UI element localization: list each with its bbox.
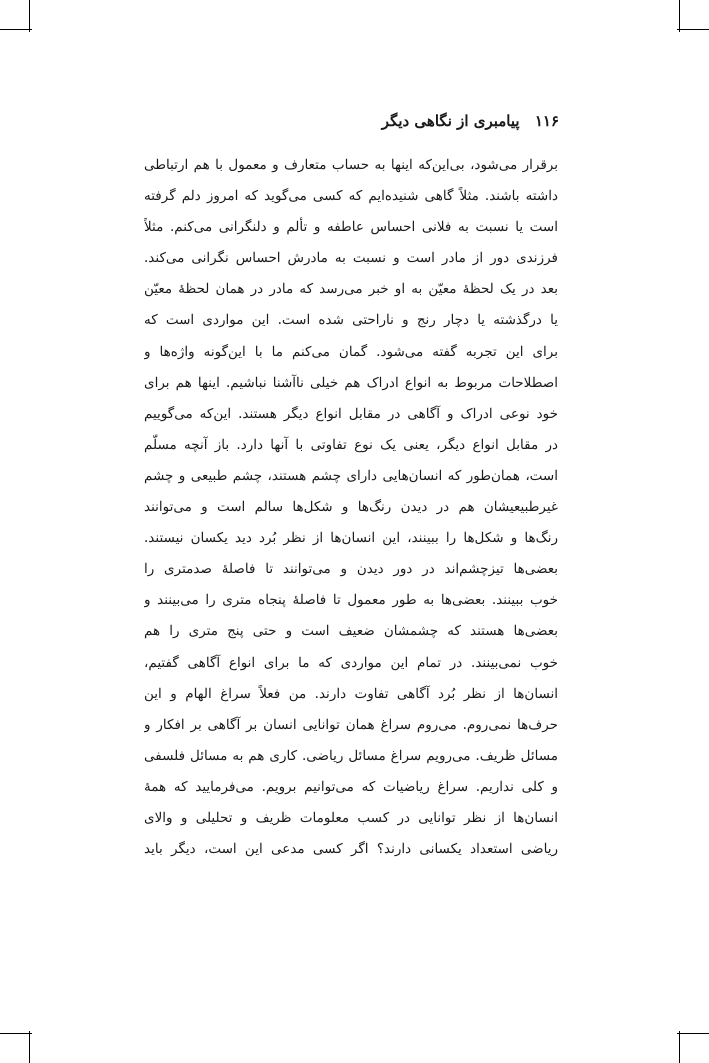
crop-mark-bottom-right-vertical [679, 1031, 680, 1063]
crop-mark-bottom-left-vertical [29, 1031, 30, 1063]
text-line: است یا نسبت به فلانی احساس عاطفه و تألم و دلنگرانی می‌کنم. مثلاً [144, 219, 558, 236]
crop-mark-top-left-horizontal [0, 29, 32, 30]
text-line: برقرار می‌شود، بی‌این‌که اینها به حساب متعارف و معمول با هم ارتباطی [144, 157, 558, 173]
text-line: یا درگذشته یا دچار رنج و ناراحتی شده است. این مواردی است که [144, 312, 558, 329]
text-line: ریاضی استعداد یکسانی دارند؟ اگر کسی مدعی این است، دیگر باید [144, 841, 558, 858]
crop-mark-top-left-vertical [29, 0, 30, 32]
text-line: رنگ‌ها و شکل‌ها را ببینند، این انسان‌ها از نظر بُرد دید یکسان نیستند. [144, 530, 558, 547]
text-line: بعضی‌ها هستند که چشمشان ضعیف است و حتی پنج متری را هم [144, 623, 558, 640]
text-line: خود نوعی ادراک و آگاهی در مقابل انواع دیگر هستند. این‌که می‌گوییم [144, 405, 558, 422]
text-line: بعضی‌ها تیزچشم‌اند در دور دیدن و می‌توانند تا فاصلهٔ صدمتری را [144, 561, 558, 578]
running-header [382, 112, 559, 130]
text-line: فرزندی دور از مادر است و نسبت به مادرش احساس نگرانی می‌کند. [144, 250, 558, 267]
book-title: پیامبری از نگاهی دیگر [381, 112, 520, 130]
text-line: غیرطبیعیشان هم در دیدن رنگ‌ها و شکل‌ها سالم است و می‌توانند [144, 499, 558, 516]
text-line: برای این تجربه گفته می‌شود. گمان می‌کنم ما با این‌گونه واژه‌ها و [144, 343, 558, 360]
body-text [144, 150, 558, 865]
text-line: حرف‌ها نمی‌روم. می‌روم سراغ همان توانایی انسان بر آگاهی بر افکار و [144, 716, 558, 733]
text-line: داشته باشند. مثلاً گاهی شنیده‌ایم که کسی می‌گوید که امروز دلم گرفته [144, 188, 558, 205]
text-line: اصطلاحات مربوط به انواع ادراک هم خیلی ناآشنا نباشیم. اینها هم برای [144, 374, 558, 391]
text-line: است، همان‌طور که انسان‌هایی دارای چشم هستند، چشم طبیعی و چشم [144, 467, 558, 484]
crop-mark-top-right-vertical [679, 0, 680, 32]
text-line: انسان‌ها از نظر توانایی در کسب معلومات ظریف و تحلیلی و والای [144, 809, 558, 826]
text-line: در مقابل انواع دیگر، یعنی یک نوع تفاوتی با آنها دارد. باز آنچه مسلّم [144, 436, 558, 453]
crop-mark-bottom-left-horizontal [0, 1033, 32, 1034]
text-line: خوب نمی‌بینند. در تمام این مواردی که ما برای انواع آگاهی گفتیم، [144, 654, 558, 671]
text-line: و کلی نداریم. سراغ ریاضیات که می‌توانیم برویم. می‌فرمایید که همهٔ [144, 778, 558, 795]
text-line: بعد در یک لحظهٔ معیّن به او خبر می‌رسد که مادر در همان لحظهٔ معیّن [144, 281, 558, 298]
text-line: خوب ببینند. بعضی‌ها به طور معمول تا فاصلهٔ پنجاه متری را می‌بینند و [144, 592, 558, 609]
crop-mark-bottom-right-horizontal [677, 1033, 709, 1034]
page-number: ۱۱۶ [534, 112, 559, 130]
text-line: مسائل ظریف. می‌رویم سراغ مسائل ریاضی. کاری هم به مسائل فلسفی [144, 747, 558, 764]
crop-mark-top-right-horizontal [677, 29, 709, 30]
text-line: انسان‌ها از نظر بُرد آگاهی تفاوت دارند. من فعلاً سراغ الهام و این [144, 685, 558, 702]
